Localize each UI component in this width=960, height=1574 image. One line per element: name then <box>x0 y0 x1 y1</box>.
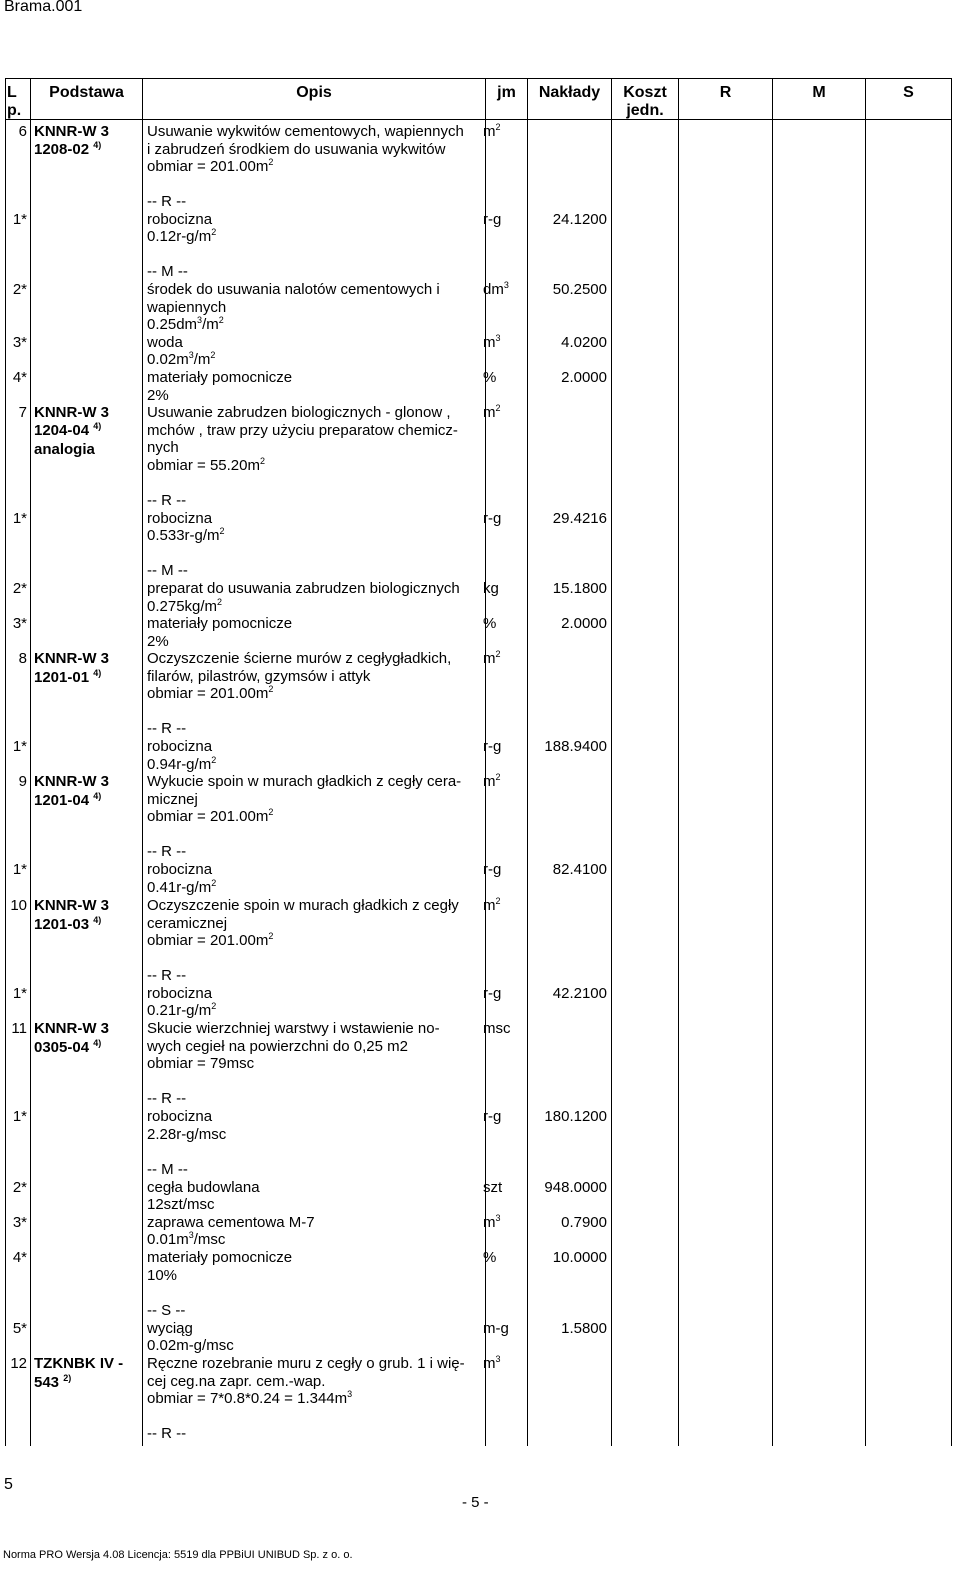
item-podstawa-code: 543 $^{2)}$ <box>34 1373 72 1391</box>
resource-norm: $0.275kg/m^2$ <box>147 597 223 615</box>
header-s: S <box>903 84 914 101</box>
col-rule-right <box>951 78 952 1446</box>
resource-name-cont: wapiennych <box>147 299 227 316</box>
group-label-r: -- R -- <box>147 720 187 737</box>
item-podstawa-code: 1208-02 $^{4)}$ <box>34 140 102 158</box>
resource-quantity: 2.0000 <box>561 615 607 632</box>
item-podstawa-note: analogia <box>34 441 95 458</box>
item-lp: 10 <box>10 897 27 914</box>
document-title: Brama.001 <box>4 0 83 15</box>
item-podstawa-code: 1204-04 $^{4)}$ <box>34 421 102 439</box>
item-description: Wykucie spoin w murach gładkich z cegły cera- <box>147 773 462 790</box>
item-podstawa: KNNR-W 3 <box>34 404 109 421</box>
item-unit: $m^2$ <box>483 772 501 790</box>
resource-name: preparat do usuwania zabrudzen biologicznych <box>147 580 460 597</box>
resource-name: woda <box>147 334 183 351</box>
resource-norm: $0.25dm^3/m^2$ <box>147 315 224 333</box>
group-label-r: -- R -- <box>147 967 187 984</box>
resource-lp: 3* <box>12 615 27 632</box>
header-lp-top: L <box>7 84 17 101</box>
resource-quantity: 15.1800 <box>552 580 607 597</box>
item-obmiar: obmiar = $201.00m^2$ <box>147 157 274 175</box>
item-podstawa-code: 1201-01 $^{4)}$ <box>34 668 102 686</box>
resource-norm: $0.94r-g/m^2$ <box>147 755 217 773</box>
resource-name: materiały pomocnicze <box>147 615 293 632</box>
resource-norm: 2% <box>147 387 169 404</box>
group-label-m: -- M -- <box>147 263 188 280</box>
header-opis: Opis <box>296 84 332 101</box>
resource-quantity: 180.1200 <box>544 1108 607 1125</box>
group-label-r: -- R -- <box>147 1090 187 1107</box>
table-top-border <box>5 78 952 79</box>
col-rule-podstawa <box>142 78 143 1446</box>
resource-unit: $m^3$ <box>483 333 501 351</box>
resource-quantity: 1.5800 <box>561 1320 607 1337</box>
col-rule-m <box>865 78 866 1446</box>
item-podstawa: KNNR-W 3 <box>34 123 109 140</box>
resource-unit: r-g <box>483 1108 502 1125</box>
resource-lp: 4* <box>12 1249 27 1266</box>
group-label-m: -- M -- <box>147 562 188 579</box>
group-label-r: -- R -- <box>147 843 187 860</box>
resource-lp: 5* <box>12 1320 27 1337</box>
item-obmiar: obmiar = $201.00m^2$ <box>147 807 274 825</box>
item-description: ceramicznej <box>147 915 228 932</box>
item-description: Oczyszczenie spoin w murach gładkich z cegły <box>147 897 459 914</box>
resource-norm: 12szt/msc <box>147 1196 215 1213</box>
resource-name: materiały pomocnicze <box>147 1249 293 1266</box>
resource-norm: $0.02m^3/m^2$ <box>147 350 216 368</box>
resource-name: cegła budowlana <box>147 1179 260 1196</box>
resource-norm: 10% <box>147 1267 178 1284</box>
resource-lp: 2* <box>12 1179 27 1196</box>
item-unit: $m^2$ <box>483 122 501 140</box>
resource-name: wyciąg <box>147 1320 193 1337</box>
resource-quantity: 29.4216 <box>552 510 607 527</box>
resource-unit: r-g <box>483 985 502 1002</box>
header-bottom-rule <box>5 119 952 120</box>
resource-lp: 1* <box>12 738 27 755</box>
resource-norm: $0.12r-g/m^2$ <box>147 227 217 245</box>
resource-name: robocizna <box>147 985 213 1002</box>
item-description: wych cegieł na powierzchni do 0,25 m2 <box>147 1038 408 1055</box>
col-rule-koszt <box>678 78 679 1446</box>
page-corner-number: 5 <box>4 1476 13 1493</box>
item-description: Usuwanie zabrudzen biologicznych - glonow , <box>147 404 451 421</box>
resource-name: robocizna <box>147 738 213 755</box>
header-jm: jm <box>497 84 516 101</box>
item-podstawa: KNNR-W 3 <box>34 650 109 667</box>
item-lp: 12 <box>10 1355 27 1372</box>
resource-quantity: 82.4100 <box>552 861 607 878</box>
header-koszt <box>612 84 678 120</box>
resource-unit: r-g <box>483 510 502 527</box>
resource-unit: $dm^3$ <box>483 280 509 298</box>
resource-quantity: 10.0000 <box>552 1249 607 1266</box>
resource-name: robocizna <box>147 861 213 878</box>
resource-unit: kg <box>483 580 499 597</box>
item-description: nych <box>147 439 179 456</box>
resource-unit: m-g <box>483 1320 509 1337</box>
cost-estimate-table <box>5 78 952 1446</box>
item-description: Skucie wierzchniej warstwy i wstawienie no- <box>147 1020 440 1037</box>
resource-unit: szt <box>483 1179 503 1196</box>
resource-lp: 1* <box>12 211 27 228</box>
resource-lp: 3* <box>12 334 27 351</box>
page-number: - 5 - <box>462 1494 489 1511</box>
item-description: Ręczne rozebranie muru z cegły o grub. 1 i wię- <box>147 1355 465 1372</box>
item-unit: $m^2$ <box>483 896 501 914</box>
item-podstawa-code: 1201-04 $^{4)}$ <box>34 791 102 809</box>
group-label-r: -- R -- <box>147 492 187 509</box>
col-rule-naklady <box>611 78 612 1446</box>
header-r: R <box>719 84 732 101</box>
item-description: micznej <box>147 791 198 808</box>
resource-unit: % <box>483 1249 497 1266</box>
resource-norm: $0.01m^3$/msc <box>147 1230 226 1248</box>
resource-norm: $0.41r-g/m^2$ <box>147 878 217 896</box>
item-unit: $m^2$ <box>483 403 501 421</box>
item-obmiar: obmiar = $7*0.8*0.24 = 1.344m^3$ <box>147 1389 353 1407</box>
resource-quantity: 50.2500 <box>552 281 607 298</box>
item-lp: 8 <box>18 650 27 667</box>
item-lp: 6 <box>18 123 27 140</box>
item-unit: $m^3$ <box>483 1354 501 1372</box>
item-podstawa: KNNR-W 3 <box>34 897 109 914</box>
resource-norm: 0.02m-g/msc <box>147 1337 234 1354</box>
group-label-r: -- R -- <box>147 193 187 210</box>
resource-quantity: 42.2100 <box>552 985 607 1002</box>
item-description: cej ceg.na zapr. cem.-wap. <box>147 1373 326 1390</box>
header-m: M <box>812 84 826 101</box>
item-lp: 7 <box>18 404 27 421</box>
item-description: i zabrudzeń środkiem do usuwania wykwitów <box>147 141 446 158</box>
header-podstawa: Podstawa <box>49 84 124 101</box>
resource-unit: % <box>483 615 497 632</box>
resource-lp: 4* <box>12 369 27 386</box>
resource-quantity: 0.7900 <box>561 1214 607 1231</box>
group-label-r: -- R -- <box>147 1425 187 1442</box>
program-license-footer: Norma PRO Wersja 4.08 Licencja: 5519 dla PPBiUI UNIBUD Sp. z o. o. <box>3 1549 353 1561</box>
item-description: Usuwanie wykwitów cementowych, wapiennych <box>147 123 464 140</box>
resource-name: środek do usuwania nalotów cementowych i <box>147 281 440 298</box>
group-label-m: -- M -- <box>147 1161 188 1178</box>
item-description: filarów, pilastrów, gzymsów i attyk <box>147 668 371 685</box>
resource-lp: 1* <box>12 510 27 527</box>
resource-unit: r-g <box>483 738 502 755</box>
col-rule-r <box>772 78 773 1446</box>
item-obmiar: obmiar = $55.20m^2$ <box>147 456 265 474</box>
item-podstawa: KNNR-W 3 <box>34 773 109 790</box>
resource-lp: 2* <box>12 580 27 597</box>
item-unit: msc <box>483 1020 511 1037</box>
resource-name: robocizna <box>147 1108 213 1125</box>
header-naklady: Nakłady <box>538 84 601 101</box>
header-lp-bottom: p. <box>7 102 22 119</box>
resource-name: robocizna <box>147 211 213 228</box>
resource-name: materiały pomocnicze <box>147 369 293 386</box>
resource-quantity: 948.0000 <box>544 1179 607 1196</box>
item-lp: 9 <box>18 773 27 790</box>
item-obmiar: obmiar = $201.00m^2$ <box>147 684 274 702</box>
header-koszt-top: Koszt <box>623 84 667 101</box>
resource-norm: 2.28r-g/msc <box>147 1126 227 1143</box>
item-description: mchów , traw przy użyciu preparatow chemicz- <box>147 422 458 439</box>
resource-norm: 2% <box>147 633 169 650</box>
item-unit: $m^2$ <box>483 649 501 667</box>
resource-lp: 2* <box>12 281 27 298</box>
resource-quantity: 188.9400 <box>544 738 607 755</box>
resource-norm: $0.21r-g/m^2$ <box>147 1001 217 1019</box>
header-koszt-bottom: jedn. <box>626 102 664 119</box>
resource-lp: 1* <box>12 1108 27 1125</box>
group-label-s: -- S -- <box>147 1302 186 1319</box>
resource-name: zaprawa cementowa M-7 <box>147 1214 315 1231</box>
resource-lp: 3* <box>12 1214 27 1231</box>
resource-norm: $0.533r-g/m^2$ <box>147 526 225 544</box>
item-podstawa-code: 1201-03 $^{4)}$ <box>34 915 102 933</box>
resource-lp: 1* <box>12 861 27 878</box>
resource-quantity: 24.1200 <box>552 211 607 228</box>
resource-lp: 1* <box>12 985 27 1002</box>
item-lp: 11 <box>11 1020 27 1037</box>
item-podstawa: KNNR-W 3 <box>34 1020 109 1037</box>
resource-unit: r-g <box>483 861 502 878</box>
resource-unit: r-g <box>483 211 502 228</box>
resource-name: robocizna <box>147 510 213 527</box>
item-podstawa: TZKNBK IV - <box>34 1355 124 1372</box>
resource-quantity: 2.0000 <box>561 369 607 386</box>
item-obmiar: obmiar = 79msc <box>147 1055 255 1072</box>
resource-quantity: 4.0200 <box>561 334 607 351</box>
resource-unit: % <box>483 369 497 386</box>
col-rule-lp <box>30 78 31 1446</box>
item-podstawa-code: 0305-04 $^{4)}$ <box>34 1038 102 1056</box>
resource-unit: $m^3$ <box>483 1213 501 1231</box>
item-obmiar: obmiar = $201.00m^2$ <box>147 931 274 949</box>
header-lp <box>7 84 27 120</box>
item-description: Oczyszczenie ścierne murów z cegłygładkich, <box>147 650 452 667</box>
